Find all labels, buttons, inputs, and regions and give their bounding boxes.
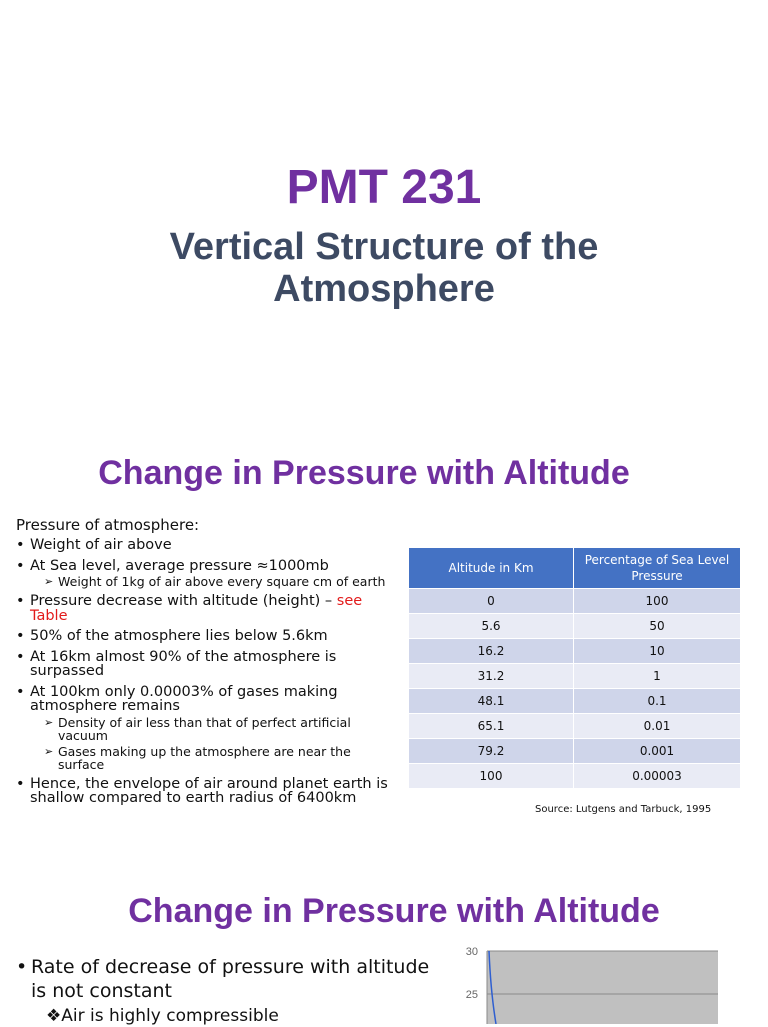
table-cell: 100 — [574, 589, 741, 614]
bullet-list — [16, 538, 396, 806]
table-cell: 0 — [409, 589, 574, 614]
column-header-altitude: Altitude in Km — [409, 548, 574, 589]
table-source: Source: Lutgens and Tarbuck, 1995 — [535, 804, 712, 815]
table-row — [409, 689, 741, 714]
table-cell: 0.1 — [574, 689, 741, 714]
see-table-link[interactable]: see Table — [30, 593, 363, 624]
table-cell: 31.2 — [409, 664, 574, 689]
table-row — [409, 739, 741, 764]
list-item: • At 100km only 0.00003% of gases making atmosphere remains ➢ Density of air less than that of perfect artificial vacuum ➢ Gases making up the atmosphere are near the surface — [16, 685, 396, 771]
table-cell: 0.001 — [574, 739, 741, 764]
table-cell: 5.6 — [409, 614, 574, 639]
table-row — [409, 614, 741, 639]
y-tick-label: 25 — [465, 989, 478, 1001]
sub-list-item: ❖Air is highly compressible — [46, 1006, 279, 1026]
slide-subtitle: Vertical Structure of the Atmosphere — [169, 226, 599, 310]
sub-list-item: ➢ Weight of 1kg of air above every square cm of earth — [30, 575, 396, 588]
list-item: • 50% of the atmosphere lies below 5.6km — [16, 629, 396, 644]
compressibility-bullets — [16, 955, 436, 1027]
table-cell: 100 — [409, 764, 574, 789]
chart-plot-area — [487, 951, 718, 1024]
table-cell: 65.1 — [409, 714, 574, 739]
table-cell: 79.2 — [409, 739, 574, 764]
list-item: • Hence, the envelope of air around planet earth is shallow compared to earth radius of 6400km — [16, 777, 396, 806]
table-cell: 1 — [574, 664, 741, 689]
table-cell: 50 — [574, 614, 741, 639]
list-item: • Weight of air above — [16, 538, 396, 553]
column-header-percentage: Percentage of Sea Level Pressure — [574, 548, 741, 589]
table-cell: 0.01 — [574, 714, 741, 739]
sub-list-item: ➢ Density of air less than that of perfect artificial vacuum — [30, 716, 396, 742]
table-cell: 10 — [574, 639, 741, 664]
table-cell: 48.1 — [409, 689, 574, 714]
section-heading-pressure-altitude-2: Change in Pressure with Altitude — [128, 892, 660, 930]
section-heading-pressure-altitude: Change in Pressure with Altitude — [98, 454, 630, 492]
y-tick-label: 30 — [465, 946, 478, 958]
sub-bullet-list — [30, 716, 396, 771]
table-row — [409, 764, 741, 789]
table-row — [409, 589, 741, 614]
pressure-altitude-chart — [450, 945, 730, 1024]
table-row — [409, 639, 741, 664]
table-row — [409, 664, 741, 689]
pressure-table — [408, 547, 741, 789]
slide-title: PMT 231 — [286, 161, 482, 214]
table-cell: 16.2 — [409, 639, 574, 664]
list-item: • At Sea level, average pressure ≈1000mb ➢ Weight of 1kg of air above every square cm of earth — [16, 559, 396, 589]
table-row — [409, 714, 741, 739]
list-item: • Rate of decrease of pressure with altitude is not constant — [16, 955, 436, 1003]
pressure-bullets — [16, 516, 396, 812]
table-cell: 0.00003 — [574, 764, 741, 789]
list-item: • At 16km almost 90% of the atmosphere is surpassed — [16, 650, 396, 679]
intro-text: Pressure of atmosphere: — [16, 516, 200, 534]
sub-list-item: ➢ Gases making up the atmosphere are near the surface — [30, 745, 396, 771]
table-header-row — [409, 548, 741, 589]
list-item: • Pressure decrease with altitude (height) – see Table — [16, 594, 396, 623]
sub-bullet-list — [30, 575, 396, 588]
